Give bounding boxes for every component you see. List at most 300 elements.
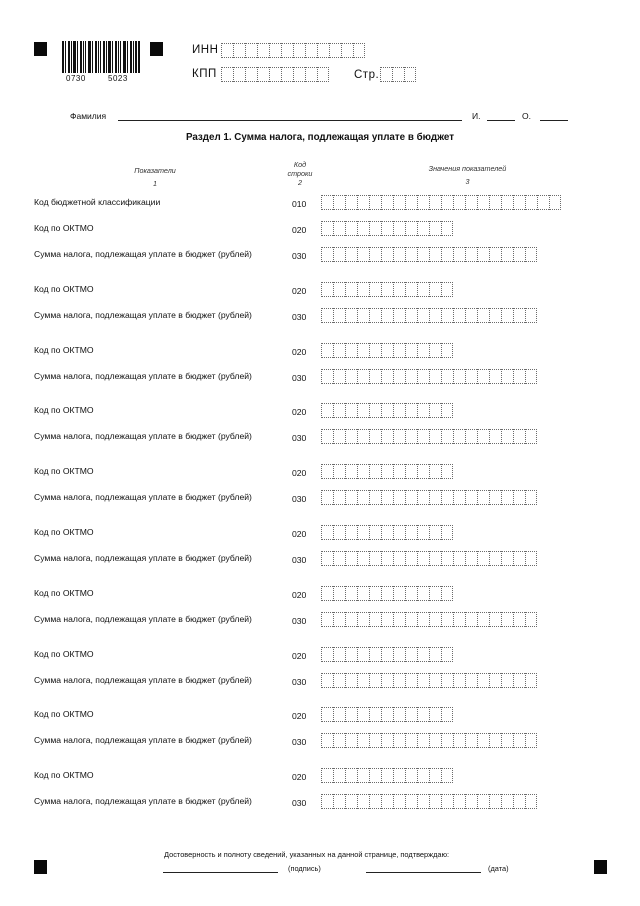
- input-cell[interactable]: [441, 369, 453, 384]
- input-cell[interactable]: [453, 195, 465, 210]
- input-cell[interactable]: [501, 794, 513, 809]
- input-cell[interactable]: [381, 586, 393, 601]
- input-cell[interactable]: [477, 794, 489, 809]
- input-cell[interactable]: [393, 673, 405, 688]
- input-cell[interactable]: [357, 490, 369, 505]
- input-cell[interactable]: [369, 429, 381, 444]
- input-cell[interactable]: [441, 429, 453, 444]
- input-cell[interactable]: [333, 551, 345, 566]
- input-cell[interactable]: [345, 247, 357, 262]
- input-cell[interactable]: [417, 308, 429, 323]
- input-cell[interactable]: [525, 247, 537, 262]
- input-cell[interactable]: [429, 612, 441, 627]
- input-cell[interactable]: [429, 308, 441, 323]
- input-cell[interactable]: [501, 733, 513, 748]
- input-cell[interactable]: [321, 221, 333, 236]
- input-cell[interactable]: [381, 282, 393, 297]
- input-cell[interactable]: [333, 282, 345, 297]
- input-cell[interactable]: [405, 369, 417, 384]
- tax-sum-input-cells[interactable]: [321, 490, 537, 505]
- input-cell[interactable]: [441, 673, 453, 688]
- input-cell[interactable]: [381, 429, 393, 444]
- input-cell[interactable]: [441, 247, 453, 262]
- input-cell[interactable]: [405, 673, 417, 688]
- input-cell[interactable]: [465, 429, 477, 444]
- input-cell[interactable]: [501, 369, 513, 384]
- input-cell[interactable]: [321, 369, 333, 384]
- input-cell[interactable]: [369, 464, 381, 479]
- input-cell[interactable]: [501, 612, 513, 627]
- input-cell[interactable]: [281, 43, 293, 58]
- input-cell[interactable]: [405, 308, 417, 323]
- input-cell[interactable]: [429, 647, 441, 662]
- input-cell[interactable]: [465, 673, 477, 688]
- input-cell[interactable]: [441, 308, 453, 323]
- input-cell[interactable]: [429, 282, 441, 297]
- input-cell[interactable]: [525, 551, 537, 566]
- input-cell[interactable]: [333, 586, 345, 601]
- input-cell[interactable]: [333, 464, 345, 479]
- input-cell[interactable]: [429, 195, 441, 210]
- input-cell[interactable]: [333, 429, 345, 444]
- input-cell[interactable]: [357, 464, 369, 479]
- input-cell[interactable]: [465, 369, 477, 384]
- date-field[interactable]: [366, 872, 481, 873]
- input-cell[interactable]: [221, 67, 233, 82]
- input-cell[interactable]: [525, 369, 537, 384]
- input-cell[interactable]: [513, 612, 525, 627]
- input-cell[interactable]: [513, 369, 525, 384]
- input-cell[interactable]: [477, 612, 489, 627]
- input-cell[interactable]: [369, 525, 381, 540]
- input-cell[interactable]: [477, 369, 489, 384]
- tax-sum-input-cells[interactable]: [321, 673, 537, 688]
- initial-patronymic-field[interactable]: [540, 120, 568, 121]
- tax-sum-input-cells[interactable]: [321, 794, 537, 809]
- input-cell[interactable]: [405, 733, 417, 748]
- input-cell[interactable]: [293, 43, 305, 58]
- input-cell[interactable]: [321, 707, 333, 722]
- input-cell[interactable]: [513, 308, 525, 323]
- input-cell[interactable]: [489, 247, 501, 262]
- input-cell[interactable]: [477, 429, 489, 444]
- input-cell[interactable]: [321, 794, 333, 809]
- input-cell[interactable]: [405, 612, 417, 627]
- input-cell[interactable]: [321, 490, 333, 505]
- input-cell[interactable]: [257, 67, 269, 82]
- input-cell[interactable]: [369, 369, 381, 384]
- input-cell[interactable]: [417, 247, 429, 262]
- input-cell[interactable]: [369, 586, 381, 601]
- input-cell[interactable]: [369, 490, 381, 505]
- input-cell[interactable]: [321, 464, 333, 479]
- input-cell[interactable]: [381, 369, 393, 384]
- input-cell[interactable]: [357, 403, 369, 418]
- input-cell[interactable]: [305, 67, 317, 82]
- input-cell[interactable]: [405, 794, 417, 809]
- input-cell[interactable]: [489, 195, 501, 210]
- input-cell[interactable]: [405, 343, 417, 358]
- input-cell[interactable]: [405, 429, 417, 444]
- input-cell[interactable]: [477, 733, 489, 748]
- input-cell[interactable]: [465, 308, 477, 323]
- input-cell[interactable]: [525, 673, 537, 688]
- input-cell[interactable]: [453, 794, 465, 809]
- input-cell[interactable]: [321, 673, 333, 688]
- input-cell[interactable]: [353, 43, 365, 58]
- input-cell[interactable]: [381, 768, 393, 783]
- input-cell[interactable]: [221, 43, 233, 58]
- input-cell[interactable]: [393, 647, 405, 662]
- input-cell[interactable]: [441, 612, 453, 627]
- oktmo-input-cells[interactable]: [321, 525, 453, 540]
- input-cell[interactable]: [513, 673, 525, 688]
- input-cell[interactable]: [333, 369, 345, 384]
- input-cell[interactable]: [245, 43, 257, 58]
- input-cell[interactable]: [321, 612, 333, 627]
- oktmo-input-cells[interactable]: [321, 707, 453, 722]
- input-cell[interactable]: [441, 794, 453, 809]
- oktmo-input-cells[interactable]: [321, 464, 453, 479]
- input-cell[interactable]: [321, 282, 333, 297]
- input-cell[interactable]: [453, 429, 465, 444]
- input-cell[interactable]: [489, 490, 501, 505]
- input-cell[interactable]: [525, 612, 537, 627]
- input-cell[interactable]: [345, 733, 357, 748]
- input-cell[interactable]: [345, 464, 357, 479]
- input-cell[interactable]: [417, 673, 429, 688]
- tax-sum-input-cells[interactable]: [321, 733, 537, 748]
- input-cell[interactable]: [513, 247, 525, 262]
- input-cell[interactable]: [392, 67, 404, 82]
- input-cell[interactable]: [393, 525, 405, 540]
- input-cell[interactable]: [417, 343, 429, 358]
- input-cell[interactable]: [441, 343, 453, 358]
- input-cell[interactable]: [333, 707, 345, 722]
- input-cell[interactable]: [293, 67, 305, 82]
- input-cell[interactable]: [269, 67, 281, 82]
- input-cell[interactable]: [393, 221, 405, 236]
- input-cell[interactable]: [369, 707, 381, 722]
- input-cell[interactable]: [453, 733, 465, 748]
- input-cell[interactable]: [393, 403, 405, 418]
- input-cell[interactable]: [513, 551, 525, 566]
- input-cell[interactable]: [393, 247, 405, 262]
- input-cell[interactable]: [549, 195, 561, 210]
- input-cell[interactable]: [357, 282, 369, 297]
- input-cell[interactable]: [477, 673, 489, 688]
- input-cell[interactable]: [321, 525, 333, 540]
- input-cell[interactable]: [441, 195, 453, 210]
- input-cell[interactable]: [333, 525, 345, 540]
- tax-sum-input-cells[interactable]: [321, 551, 537, 566]
- input-cell[interactable]: [393, 490, 405, 505]
- input-cell[interactable]: [404, 67, 416, 82]
- input-cell[interactable]: [429, 429, 441, 444]
- surname-field[interactable]: [118, 120, 462, 121]
- input-cell[interactable]: [369, 282, 381, 297]
- input-cell[interactable]: [489, 794, 501, 809]
- input-cell[interactable]: [345, 768, 357, 783]
- input-cell[interactable]: [341, 43, 353, 58]
- input-cell[interactable]: [357, 794, 369, 809]
- input-cell[interactable]: [405, 647, 417, 662]
- input-cell[interactable]: [369, 647, 381, 662]
- input-cell[interactable]: [429, 733, 441, 748]
- input-cell[interactable]: [345, 343, 357, 358]
- input-cell[interactable]: [333, 490, 345, 505]
- input-cell[interactable]: [345, 282, 357, 297]
- input-cell[interactable]: [477, 551, 489, 566]
- input-cell[interactable]: [429, 343, 441, 358]
- input-cell[interactable]: [357, 673, 369, 688]
- input-cell[interactable]: [513, 195, 525, 210]
- input-cell[interactable]: [429, 247, 441, 262]
- input-cell[interactable]: [417, 282, 429, 297]
- input-cell[interactable]: [381, 733, 393, 748]
- input-cell[interactable]: [345, 221, 357, 236]
- input-cell[interactable]: [441, 490, 453, 505]
- input-cell[interactable]: [381, 673, 393, 688]
- input-cell[interactable]: [345, 586, 357, 601]
- input-cell[interactable]: [393, 282, 405, 297]
- input-cell[interactable]: [525, 429, 537, 444]
- input-cell[interactable]: [381, 612, 393, 627]
- oktmo-input-cells[interactable]: [321, 282, 453, 297]
- input-cell[interactable]: [357, 733, 369, 748]
- input-cell[interactable]: [417, 221, 429, 236]
- input-cell[interactable]: [441, 282, 453, 297]
- input-cell[interactable]: [393, 586, 405, 601]
- input-cell[interactable]: [333, 221, 345, 236]
- input-cell[interactable]: [417, 707, 429, 722]
- input-cell[interactable]: [453, 369, 465, 384]
- input-cell[interactable]: [453, 308, 465, 323]
- oktmo-input-cells[interactable]: [321, 403, 453, 418]
- input-cell[interactable]: [381, 490, 393, 505]
- input-cell[interactable]: [441, 551, 453, 566]
- input-cell[interactable]: [305, 43, 317, 58]
- oktmo-input-cells[interactable]: [321, 647, 453, 662]
- input-cell[interactable]: [357, 707, 369, 722]
- input-cell[interactable]: [441, 733, 453, 748]
- input-cell[interactable]: [393, 195, 405, 210]
- kpp-input-cells[interactable]: [221, 67, 329, 82]
- input-cell[interactable]: [405, 707, 417, 722]
- input-cell[interactable]: [333, 768, 345, 783]
- input-cell[interactable]: [429, 551, 441, 566]
- input-cell[interactable]: [393, 768, 405, 783]
- input-cell[interactable]: [429, 586, 441, 601]
- input-cell[interactable]: [417, 490, 429, 505]
- input-cell[interactable]: [333, 612, 345, 627]
- input-cell[interactable]: [429, 768, 441, 783]
- input-cell[interactable]: [525, 733, 537, 748]
- input-cell[interactable]: [393, 429, 405, 444]
- input-cell[interactable]: [501, 490, 513, 505]
- input-cell[interactable]: [429, 221, 441, 236]
- input-cell[interactable]: [317, 67, 329, 82]
- input-cell[interactable]: [333, 308, 345, 323]
- initial-name-field[interactable]: [487, 120, 515, 121]
- input-cell[interactable]: [281, 67, 293, 82]
- input-cell[interactable]: [417, 551, 429, 566]
- input-cell[interactable]: [345, 794, 357, 809]
- input-cell[interactable]: [441, 647, 453, 662]
- input-cell[interactable]: [525, 794, 537, 809]
- input-cell[interactable]: [393, 612, 405, 627]
- input-cell[interactable]: [405, 464, 417, 479]
- input-cell[interactable]: [417, 612, 429, 627]
- input-cell[interactable]: [393, 794, 405, 809]
- input-cell[interactable]: [321, 768, 333, 783]
- input-cell[interactable]: [357, 247, 369, 262]
- page-number-cells[interactable]: [380, 67, 416, 82]
- input-cell[interactable]: [345, 429, 357, 444]
- input-cell[interactable]: [357, 551, 369, 566]
- input-cell[interactable]: [381, 794, 393, 809]
- input-cell[interactable]: [465, 612, 477, 627]
- input-cell[interactable]: [333, 794, 345, 809]
- input-cell[interactable]: [417, 647, 429, 662]
- input-cell[interactable]: [453, 490, 465, 505]
- input-cell[interactable]: [333, 403, 345, 418]
- input-cell[interactable]: [513, 733, 525, 748]
- input-cell[interactable]: [417, 464, 429, 479]
- input-cell[interactable]: [537, 195, 549, 210]
- input-cell[interactable]: [321, 247, 333, 262]
- input-cell[interactable]: [381, 221, 393, 236]
- input-cell[interactable]: [405, 525, 417, 540]
- input-cell[interactable]: [333, 733, 345, 748]
- input-cell[interactable]: [393, 733, 405, 748]
- input-cell[interactable]: [465, 794, 477, 809]
- input-cell[interactable]: [489, 369, 501, 384]
- input-cell[interactable]: [441, 464, 453, 479]
- input-cell[interactable]: [405, 490, 417, 505]
- input-cell[interactable]: [317, 43, 329, 58]
- input-cell[interactable]: [405, 282, 417, 297]
- input-cell[interactable]: [453, 612, 465, 627]
- input-cell[interactable]: [501, 247, 513, 262]
- tax-sum-input-cells[interactable]: [321, 612, 537, 627]
- kbk-input-cells[interactable]: [321, 195, 561, 210]
- input-cell[interactable]: [405, 221, 417, 236]
- input-cell[interactable]: [393, 369, 405, 384]
- input-cell[interactable]: [345, 525, 357, 540]
- input-cell[interactable]: [357, 586, 369, 601]
- input-cell[interactable]: [381, 308, 393, 323]
- input-cell[interactable]: [257, 43, 269, 58]
- input-cell[interactable]: [405, 195, 417, 210]
- input-cell[interactable]: [477, 247, 489, 262]
- input-cell[interactable]: [441, 525, 453, 540]
- input-cell[interactable]: [393, 308, 405, 323]
- input-cell[interactable]: [441, 221, 453, 236]
- input-cell[interactable]: [369, 673, 381, 688]
- input-cell[interactable]: [357, 768, 369, 783]
- signature-field[interactable]: [163, 872, 278, 873]
- input-cell[interactable]: [405, 247, 417, 262]
- input-cell[interactable]: [369, 794, 381, 809]
- input-cell[interactable]: [321, 551, 333, 566]
- input-cell[interactable]: [525, 308, 537, 323]
- input-cell[interactable]: [513, 794, 525, 809]
- input-cell[interactable]: [369, 768, 381, 783]
- input-cell[interactable]: [513, 429, 525, 444]
- input-cell[interactable]: [333, 647, 345, 662]
- inn-input-cells[interactable]: [221, 43, 365, 58]
- input-cell[interactable]: [465, 733, 477, 748]
- input-cell[interactable]: [369, 403, 381, 418]
- input-cell[interactable]: [417, 733, 429, 748]
- input-cell[interactable]: [369, 733, 381, 748]
- input-cell[interactable]: [369, 308, 381, 323]
- input-cell[interactable]: [333, 673, 345, 688]
- input-cell[interactable]: [345, 612, 357, 627]
- input-cell[interactable]: [345, 195, 357, 210]
- input-cell[interactable]: [369, 343, 381, 358]
- input-cell[interactable]: [380, 67, 392, 82]
- input-cell[interactable]: [369, 221, 381, 236]
- input-cell[interactable]: [405, 551, 417, 566]
- input-cell[interactable]: [465, 490, 477, 505]
- input-cell[interactable]: [345, 403, 357, 418]
- input-cell[interactable]: [381, 551, 393, 566]
- input-cell[interactable]: [417, 429, 429, 444]
- input-cell[interactable]: [489, 612, 501, 627]
- oktmo-input-cells[interactable]: [321, 343, 453, 358]
- input-cell[interactable]: [489, 551, 501, 566]
- input-cell[interactable]: [333, 343, 345, 358]
- input-cell[interactable]: [429, 525, 441, 540]
- input-cell[interactable]: [369, 247, 381, 262]
- input-cell[interactable]: [321, 308, 333, 323]
- input-cell[interactable]: [465, 551, 477, 566]
- tax-sum-input-cells[interactable]: [321, 308, 537, 323]
- input-cell[interactable]: [501, 429, 513, 444]
- input-cell[interactable]: [393, 464, 405, 479]
- input-cell[interactable]: [345, 308, 357, 323]
- input-cell[interactable]: [321, 343, 333, 358]
- input-cell[interactable]: [489, 733, 501, 748]
- input-cell[interactable]: [477, 308, 489, 323]
- input-cell[interactable]: [233, 67, 245, 82]
- input-cell[interactable]: [417, 586, 429, 601]
- input-cell[interactable]: [453, 551, 465, 566]
- input-cell[interactable]: [501, 308, 513, 323]
- tax-sum-input-cells[interactable]: [321, 247, 537, 262]
- input-cell[interactable]: [345, 647, 357, 662]
- oktmo-input-cells[interactable]: [321, 768, 453, 783]
- input-cell[interactable]: [441, 403, 453, 418]
- input-cell[interactable]: [369, 195, 381, 210]
- input-cell[interactable]: [321, 403, 333, 418]
- input-cell[interactable]: [417, 369, 429, 384]
- input-cell[interactable]: [429, 673, 441, 688]
- input-cell[interactable]: [417, 794, 429, 809]
- input-cell[interactable]: [465, 247, 477, 262]
- input-cell[interactable]: [489, 673, 501, 688]
- input-cell[interactable]: [321, 733, 333, 748]
- input-cell[interactable]: [321, 195, 333, 210]
- input-cell[interactable]: [357, 369, 369, 384]
- input-cell[interactable]: [429, 403, 441, 418]
- input-cell[interactable]: [381, 525, 393, 540]
- input-cell[interactable]: [357, 221, 369, 236]
- input-cell[interactable]: [393, 343, 405, 358]
- input-cell[interactable]: [417, 403, 429, 418]
